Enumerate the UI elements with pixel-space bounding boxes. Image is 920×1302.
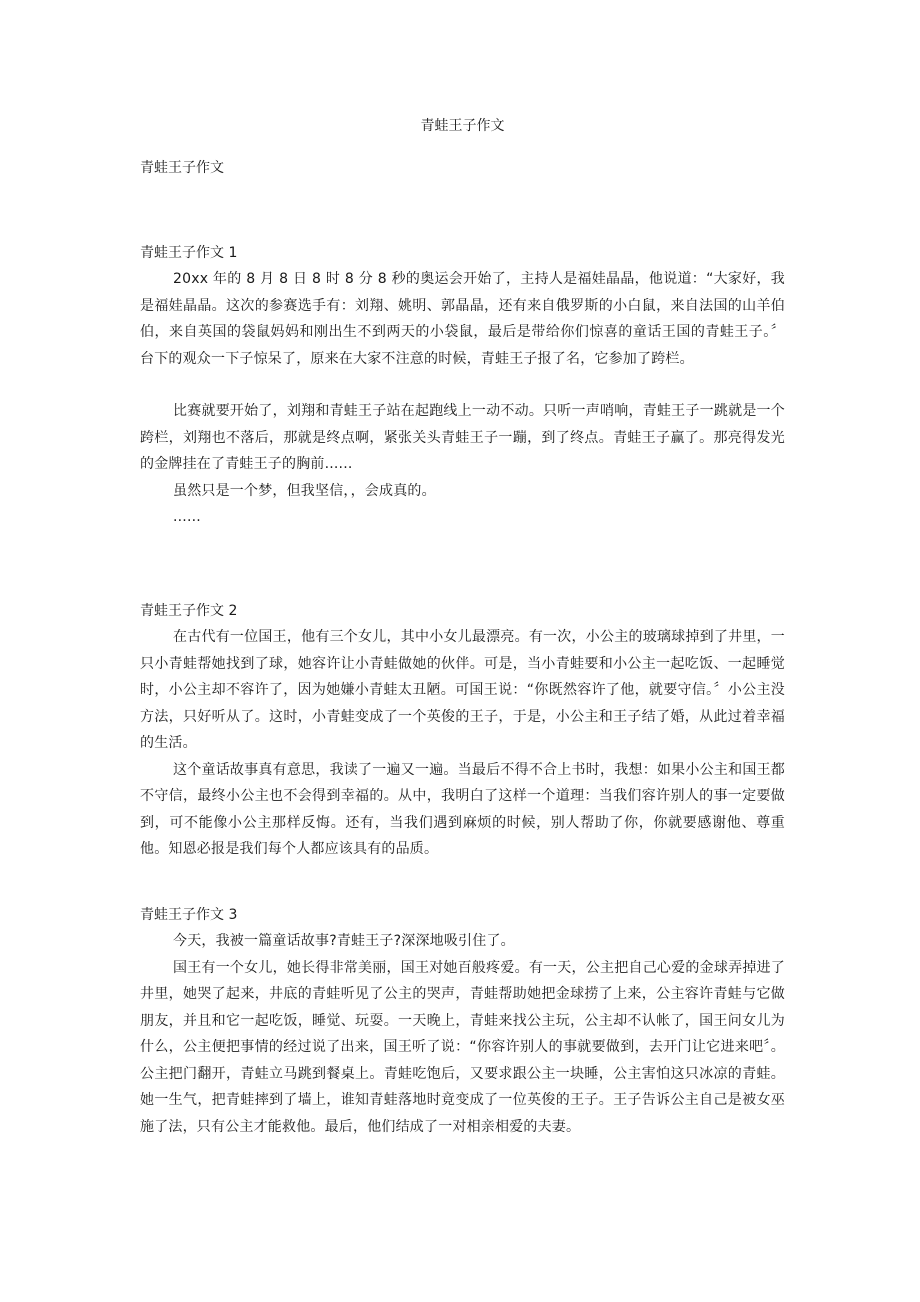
paragraph: 今天，我被一篇童话故事?青蛙王子?深深地吸引住了。 xyxy=(173,933,515,949)
paragraph: 在古代有一位国王，他有三个女儿，其中小女儿最漂亮。有一次，小公主的玻璃球掉到了井里，一只小青蛙帮她找到了球，她容许让小青蛙做她的伙伴。可是，当小青蛙要和小公主一起吃饭、一起睡觉时，小公主却不容许了，因为她嫌小青蛙太丑陋。可国王说：“你既然容许了他，就要守信。〞小公主没方法，只好听从了。这时，小青蛙变成了一个英俊的王子，于是，小公主和王子结了婚，从此过着幸福的生活。 xyxy=(140,629,785,751)
section-heading: 青蛙王子作文 3 xyxy=(140,907,238,923)
essay-section-2 xyxy=(140,598,785,863)
paragraph: 虽然只是一个梦，但我坚信，，会成真的。 xyxy=(173,482,436,499)
essay-section-1 xyxy=(140,240,785,531)
section-heading: 青蛙王子作文 1 xyxy=(140,245,238,261)
page-title: 青蛙王子作文 xyxy=(420,118,505,134)
section-heading: 青蛙王子作文 2 xyxy=(140,603,238,619)
document-subtitle: 青蛙王子作文 xyxy=(140,160,224,176)
paragraph: 国王有一个女儿，她长得非常美丽，国王对她百般疼爱。有一天，公主把自己心爱的金球弄掉进了井里，她哭了起来，井底的青蛙听见了公主的哭声，青蛙帮助她把金球捞了上来，公主容许青蛙与它做朋友，并且和它一起吃饭，睡觉、玩耍。一天晚上，青蛙来找公主玩，公主却不认帐了，国王问女儿为什么，公主便把事情的经过说了出来，国王听了说：“你容许别人的事就要做到，去开门让它进来吧〞。公主把门翻开，青蛙立马跳到餐桌上。青蛙吃饱后，又要求跟公主一块睡，公主害怕这只冰凉的青蛙。她一生气，把青蛙摔到了墙上，谁知青蛙落地时竟变成了一位英俊的王子。王子告诉公主自己是被女巫施了法，只有公主才能救他。最后，他们结成了一对相亲相爱的夫妻。 xyxy=(140,959,785,1135)
paragraph-gap xyxy=(140,372,785,398)
paragraph: ...... xyxy=(173,509,201,525)
paragraph: 这个童话故事真有意思，我读了一遍又一遍。当最后不得不合上书时，我想：如果小公主和国王都不守信，最终小公主也不会得到幸福的。从中，我明白了这样一个道理：当我们容许别人的事一定要做到，可不能像小公主那样反悔。还有，当我们遇到麻烦的时候，别人帮助了你，你就要感谢他、尊重他。知恩必报是我们每个人都应该具有的品质。 xyxy=(140,761,785,857)
paragraph: 20xx 年的 8 月 8 日 8 时 8 分 8 秒的奥运会开始了，主持人是福娃晶晶，他说道：“大家好，我是福娃晶晶。这次的参赛选手有：刘翔、姚明、郭晶晶，还有来自俄罗斯的小白鼠，来自法国的山羊伯伯，来自英国的袋鼠妈妈和刚出生不到两天的小袋鼠，最后是带给你们惊喜的童话王国的青蛙王子。〞台下的观众一下子惊呆了，原来在大家不注意的时候，青蛙王子报了名，它参加了跨栏。 xyxy=(140,271,785,367)
paragraph: 比赛就要开始了，刘翔和青蛙王子站在起跑线上一动不动。只听一声哨响，青蛙王子一跳就是一个跨栏，刘翔也不落后，那就是终点啊，紧张关头青蛙王子一蹦，到了终点。青蛙王子赢了。那亮得发光的金牌挂在了青蛙王子的胸前...... xyxy=(140,403,785,472)
essay-section-3 xyxy=(140,902,785,1140)
